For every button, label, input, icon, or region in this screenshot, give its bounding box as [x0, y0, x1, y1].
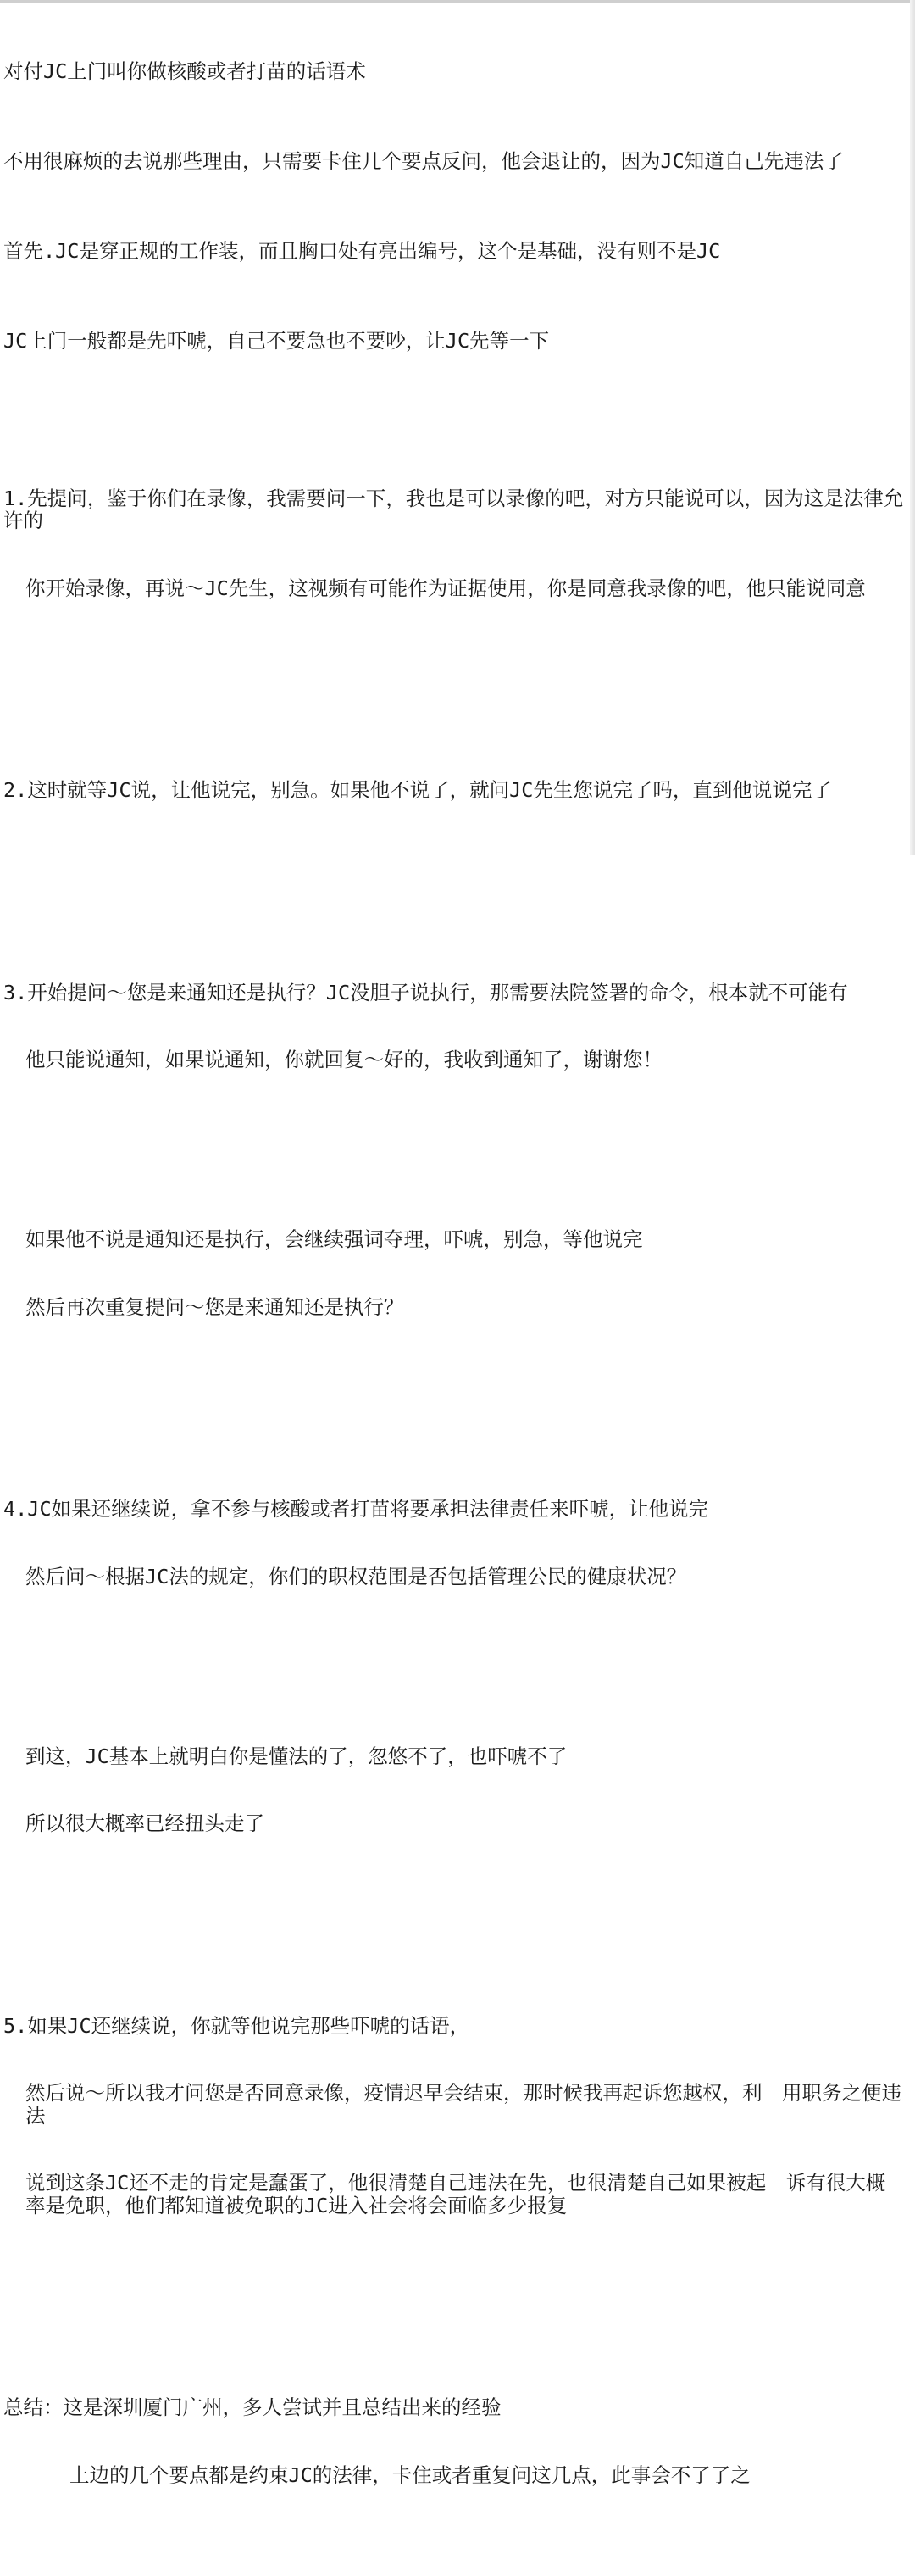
step-5-text: 5.如果JC还继续说，你就等他说完那些吓唬的话语，: [3, 2013, 470, 2038]
step-4: [3, 1453, 905, 1633]
summary-detail: 上边的几个要点都是约束JC的法律，卡住或者重复问这几点，此事会不了了之: [69, 2462, 751, 2487]
step-4-detail-2: 到这，JC基本上就明白你是懂法的了，忽悠不了，也吓唬不了: [25, 1744, 568, 1768]
step-4-detail-1: 然后问～根据JC法的规定，你们的职权范围是否包括管理公民的健康状况？: [25, 1564, 687, 1588]
summary: [3, 2351, 905, 2531]
step-3-text: 3.开始提问～您是来通知还是执行？JC没胆子说执行，那需要法院签署的命令，根本就不可能有: [3, 980, 848, 1004]
approach-paragraph: JC上门一般都是先吓唬，自己不要急也不要吵，让JC先等一下: [3, 329, 550, 353]
step-3-detail-2: 如果他不说是通知还是执行，会继续强词夺理，吓唬，别急，等他说完: [25, 1227, 643, 1251]
basis-paragraph: 首先.JC是穿正规的工作装，而且胸口处有亮出编号，这个是基础，没有则不是JC: [3, 239, 721, 263]
step-2: [3, 734, 905, 847]
document-body: [3, 15, 905, 2576]
right-edge: [910, 0, 915, 855]
step-4-followup: [3, 1700, 905, 1880]
step-4-detail-3: 所以很大概率已经扭头走了: [25, 1811, 264, 1835]
step-5: [3, 1970, 905, 2262]
step-2-text: 2.这时就等JC说，让他说完，别急。如果他不说了，就问JC先生您说完了吗，直到他说说完了: [3, 778, 832, 802]
step-4-text: 4.JC如果还继续说，拿不参与核酸或者打苗将要承担法律责任来吓唬，让他说完: [3, 1497, 709, 1521]
step-3-followup: [3, 1183, 905, 1363]
document-title: 对付JC上门叫你做核酸或者打苗的话语术: [3, 59, 366, 83]
top-border: [0, 0, 915, 3]
step-5-detail-1: 然后说～所以我才问您是否同意录像，疫情迟早会结束，那时候我再起诉您越权，利 用职务之便违法: [25, 2081, 901, 2128]
step-1-text: 1.先提问，鉴于你们在录像，我需要问一下，我也是可以录像的吧，对方只能说可以，因为这是法律允许的: [3, 486, 904, 532]
step-1: [3, 442, 905, 645]
step-3-detail-3: 然后再次重复提问～您是来通知还是执行？: [25, 1294, 404, 1319]
summary-text: 总结：这是深圳厦门广州，多人尝试并且总结出来的经验: [3, 2395, 502, 2419]
step-1-detail: 你开始录像，再说～JC先生，这视频有可能作为证据使用，你是同意我录像的吧，他只能说同意: [25, 576, 866, 600]
step-5-detail-2: 说到这条JC还不走的肯定是蠢蛋了，他很清楚自己违法在先，也很清楚自己如果被起 诉有很大概率是免职，他们都知道被免职的JC进入社会将会面临多少报复: [25, 2171, 886, 2217]
intro-paragraph: 不用很麻烦的去说那些理由，只需要卡住几个要点反问，他会退让的，因为JC知道自己先违法了: [3, 149, 844, 173]
step-3-detail-1: 他只能说通知，如果说通知，你就回复～好的，我收到通知了，谢谢您！: [25, 1048, 663, 1071]
step-3: [3, 937, 905, 1116]
